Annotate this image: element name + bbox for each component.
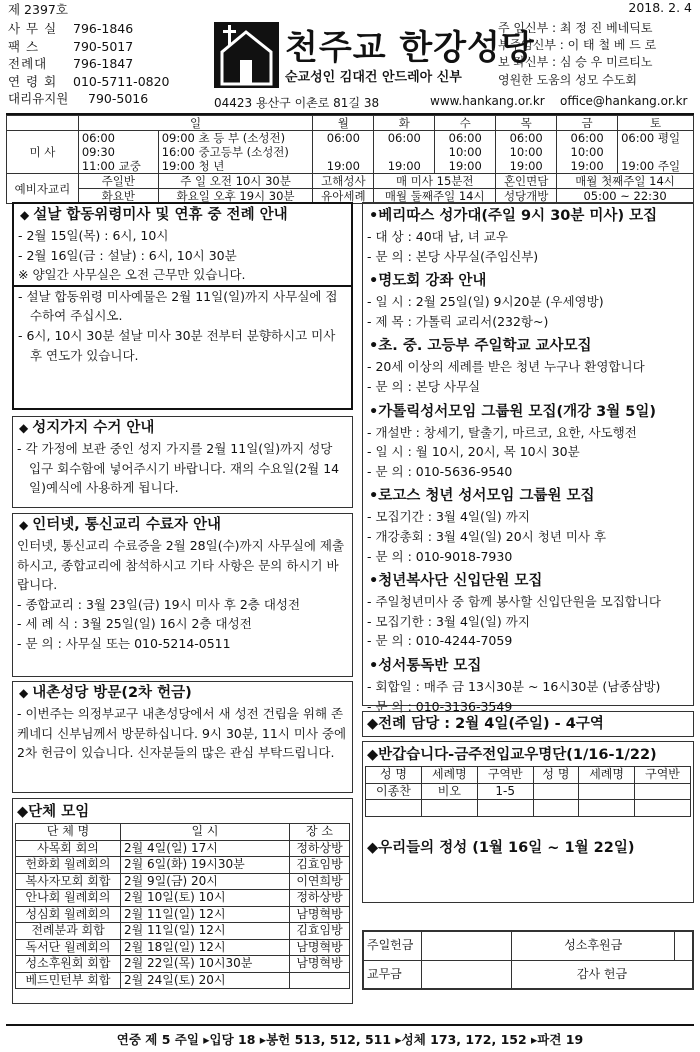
mass-label: 미 사 bbox=[7, 131, 79, 174]
day-sun: 일 bbox=[78, 116, 313, 131]
table-header: 단 체 명 일 시 장 소 bbox=[16, 824, 350, 841]
church-name: 천주교 한강성당 bbox=[285, 28, 535, 68]
sun-times-b: 09:00 초 등 부 (소성전) 16:00 중고등부 (소성전) 19:00 청 년 bbox=[158, 131, 313, 174]
recruitment-notices: •베리따스 성가대(주일 9시 30분 미사) 모집 - 대 상 : 40대 남, 녀 교우 - 문 의 : 본당 사무실(주임신부) •명도회 강좌 안내 - 일 시 : 2월 25일(일) 9시20분 (우세영방) - 제 목 : 가톨릭 교리서(232항~) •초. 중. 고등부 주일학교 교사모집 - 20세 이상의 세례를 받은 청년 누구나 환영합니다 - 문 의 : 본당 사무실 •가톨릭성서모임 그룹원 모집(개강 3월 5일) - 개설반 : 창세기, 탈출기, 마르코, 요한, 사도행전 - 일 시 : 월 10시, 20시, 목 10시 30분 - 문 의 : 010-5636-9540 •로고스 청년 성서모임 그룹원 모집 - 모집기간 : 3월 4일(일) 까지 - 개강총회 : 3월 4일(일) 20시 청년 미사 후 - 문 의 : 010-9018-7930 •청년복사단 신입단원 모집 - 주일청년미사 중 함께 봉사할 신입단원을 모집합니다 - 모집기한 : 3월 4일(일) 까지 - 문 의 : 010-4244-7059 •성서통독반 모집 - 회합일 : 매주 금 13시30분 ~ 16시30분 (남종삼방) - 문 의 : 010-3136-3549 bbox=[362, 202, 694, 706]
naechon-visit-notice: ◆ 내촌성당 방문(2차 헌금) - 이번주는 의정부교구 내촌성당에서 새 성전 건립을 위해 존 케네디 신부님께서 방문하십니다. 9시 30분, 11시 미사 중에 2차 헌금이 있습니다. 신자분들의 많은 관심 부탁드립니다. bbox=[12, 681, 353, 793]
footer-divider bbox=[6, 1024, 694, 1026]
contact-row: 대리유지원 790-5016 bbox=[8, 91, 149, 106]
tue-times: 06:00 19:00 bbox=[374, 131, 435, 174]
table-row: 성심회 월례회의 2월 11일(일) 12시 남명혁방 bbox=[16, 906, 350, 923]
staff-line: 부주임신부 : 이 태 철 베 드 로 bbox=[498, 38, 657, 53]
diamond-icon: ◆ bbox=[19, 518, 29, 532]
issue-number: 제 2397호 bbox=[8, 2, 68, 17]
mon-times: 06:00 19:00 bbox=[313, 131, 374, 174]
table-row: 이종찬 비오 1-5 bbox=[366, 783, 691, 800]
table-row: 독서단 월례회의 2월 18일(일) 12시 남명혁방 bbox=[16, 939, 350, 956]
etc-row-1: 예비자교리 주일반 주 일 오전 10시 30분 고해성사 매 미사 15분전 혼인면담 매월 첫째주일 14시 bbox=[7, 174, 694, 189]
website-link[interactable]: www.hankang.or.kr bbox=[430, 94, 545, 108]
group-meetings bbox=[12, 798, 353, 1004]
church-icon bbox=[214, 22, 279, 88]
table-row: 성소후원회 회합 2월 22일(목) 10시30분 남명혁방 bbox=[16, 956, 350, 973]
contact-row: 팩 스 790-5017 bbox=[8, 38, 134, 54]
section-title: ◆ 인터넷, 통신교리 수료자 안내 bbox=[19, 517, 221, 533]
sun-times-a: 06:00 09:30 11:00 교중 bbox=[78, 131, 158, 174]
staff-list bbox=[498, 20, 696, 89]
day-header-row bbox=[7, 116, 694, 131]
church-logo bbox=[214, 22, 279, 88]
section-title: ◆ 성지가지 수거 안내 bbox=[19, 420, 155, 436]
day-thu: 목 bbox=[496, 116, 557, 131]
contact-row: 전례대 796-1847 bbox=[8, 56, 134, 71]
diamond-icon: ◆ bbox=[20, 208, 30, 222]
table-header: 성 명 세례명 구역반 성 명 세례명 구역반 bbox=[366, 767, 691, 784]
day-mon: 월 bbox=[313, 116, 374, 131]
mass-times-row bbox=[7, 131, 694, 174]
liturgy-duty: ◆전례 담당 : 2월 4일(주일) - 4구역 bbox=[362, 711, 694, 737]
lunar-new-year-notice: ◆ 설날 합동위령미사 및 연휴 중 전례 안내 - 2월 15일(목) : 6시, 10시 - 2월 16일(금 : 설날) : 6시, 10시 30분 ※ 양일간 사무실은 오전 근무만 있습니다. - 설날 합동위령 미사예물은 2월 11일(일)까지 사무실에 접수하여 주십시오. - 6시, 10시 30분 설날 미사 30분 전부터 분향하시고 미사 후 연도가 있습니다. bbox=[12, 202, 353, 410]
table-row: 복사자모회 회합 2월 9일(금) 20시 이연희방 bbox=[16, 873, 350, 890]
section-title: ◆단체 모임 bbox=[17, 804, 90, 820]
staff-line: 영원한 도움의 성모 수도회 bbox=[498, 72, 637, 87]
table-row: 베드민턴부 회합 2월 24일(토) 20시 bbox=[16, 972, 350, 989]
newcomers-table bbox=[365, 766, 691, 817]
mass-schedule-table bbox=[6, 115, 694, 204]
church-subtitle: 순교성인 김대건 안드레아 신부 bbox=[285, 70, 462, 85]
table-row: 사목회 회의 2월 4일(일) 17시 정하상방 bbox=[16, 840, 350, 857]
thu-times: 06:00 10:00 19:00 bbox=[496, 131, 557, 174]
contact-row: 사 무 실 796-1846 bbox=[8, 21, 134, 36]
day-wed: 수 bbox=[435, 116, 496, 131]
etc-row-2: 화요반 화요일 오후 19시 30분 유아세례 매월 둘째주일 14시 성당개방 05:00 ~ 22:30 bbox=[7, 189, 694, 204]
table-row: 안나회 월례회의 2월 10일(토) 10시 정하상방 bbox=[16, 890, 350, 907]
table-row: 헌화회 월례회의 2월 6일(화) 19시30분 김효임방 bbox=[16, 857, 350, 874]
day-fri: 금 bbox=[557, 116, 618, 131]
wed-times: 06:00 10:00 19:00 bbox=[435, 131, 496, 174]
hymn-list: 연중 제 5 주일 ▸입당 18 ▸봉헌 513, 512, 511 ▸성체 173, 172, 152 ▸파견 19 bbox=[116, 1032, 584, 1047]
catechumen-label: 예비자교리 bbox=[7, 174, 79, 204]
contact-list bbox=[8, 20, 213, 108]
offerings-table: 주일헌금 성소후원금 교무금 감사 헌금 bbox=[362, 930, 694, 990]
contact-row: 연 령 회 010-5711-0820 bbox=[8, 73, 170, 89]
day-sat: 토 bbox=[618, 116, 694, 131]
address-line: 04423 용산구 이촌로 81길 38 bbox=[214, 96, 380, 110]
fri-times: 06:00 10:00 19:00 bbox=[557, 131, 618, 174]
newcomers-list: ◆반갑습니다-금주전입교우명단(1/16-1/22) 성 명 세례명 구역반 성 명 세례명 구역반 이종찬 비오 1-5 ◆우리들의 정성 (1월 16일 ~ 1월 22일) bbox=[362, 741, 694, 903]
staff-line: 보 좌신부 : 심 승 우 미르티노 bbox=[498, 55, 653, 70]
staff-line: 주 임신부 : 최 정 진 베네딕토 bbox=[498, 21, 653, 35]
group-meetings-table bbox=[15, 823, 350, 989]
table-row: 전례분과 회합 2월 11일(일) 12시 김효임방 bbox=[16, 923, 350, 940]
sat-times: 06:00 평일 19:00 주일 bbox=[618, 131, 694, 174]
diamond-icon: ◆ bbox=[19, 686, 29, 700]
palm-branch-notice: ◆ 성지가지 수거 안내 - 각 가정에 보관 중인 성지 가지를 2월 11일(일)까지 성당 입구 회수함에 넣어주시기 바랍니다. 재의 수요일(2월 14일)예식에 사용하게 됩니다. bbox=[12, 416, 353, 508]
table-row bbox=[366, 800, 691, 817]
bulletin-date: 2018. 2. 4 bbox=[628, 0, 692, 15]
section-title: ◆ 내촌성당 방문(2차 헌금) bbox=[19, 685, 192, 701]
email-link[interactable]: office@hankang.or.kr bbox=[560, 94, 688, 108]
day-tue: 화 bbox=[374, 116, 435, 131]
catechism-graduates-notice: ◆ 인터넷, 통신교리 수료자 안내 인터넷, 통신교리 수료증을 2월 28일(수)까지 사무실에 제출하시고, 종합교리에 참석하시고 기타 사항은 문의 하시기 바랍니다. - 종합교리 : 3월 23일(금) 19시 미사 후 2층 대성전 - 세 례 식 : 3월 25일(일) 16시 2층 대성전 - 문 의 : 사무실 또는 010-5214-0511 bbox=[12, 513, 353, 677]
diamond-icon: ◆ bbox=[19, 421, 29, 435]
section-title: ◆ 설날 합동위령미사 및 연휴 중 전례 안내 bbox=[20, 207, 288, 223]
